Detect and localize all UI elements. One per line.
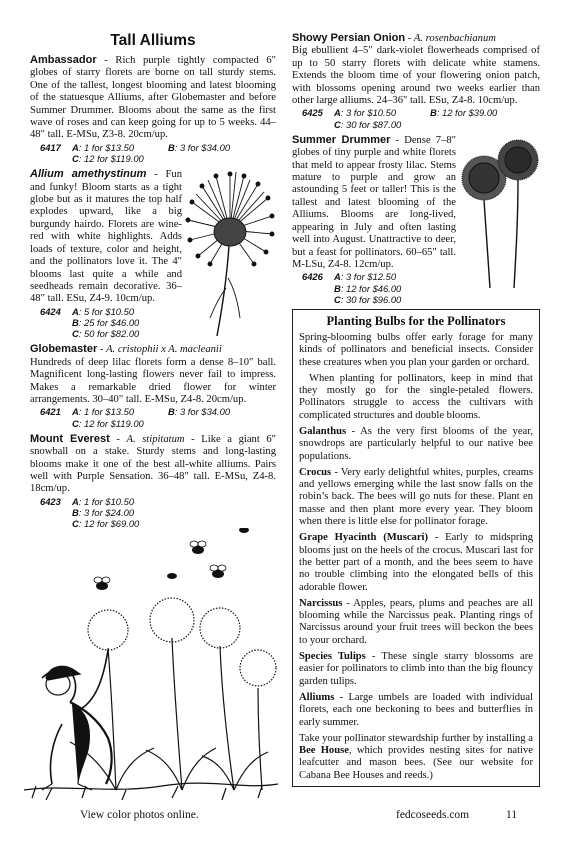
box-intro: Spring-blooming bulbs offer early forage for many kinds of pollinators and beneficial insects. Consider these creatures when you plan your garden or orchard. — [299, 331, 533, 368]
left-column — [30, 30, 276, 533]
box-closing: Take your pollinator stewardship further by installing a Bee House, which provides nesting sites for native leafcutter and mason bees. (See our website for Cabana Bee Houses and reeds.) — [299, 732, 533, 781]
entry-showy-persian-onion: Showy Persian Onion - A. rosenbachianum Big ebullient 4–5" dark-violet flowerheads comprised of up to 50 starry florets with delicate white stamens. Extends the bloom time of your flowering onion patch, with blossoms opening around two weeks earlier than other large alliums. 24–36" tall. ESu, Z4-8. 10cm/up. — [292, 32, 540, 107]
entry-ambassador: Ambassador - Rich purple tightly compacted 6" globes of starry florets are borne on tall sturdy stems. One of the tallest, longest blooming and latest blooming of the statuesque Alliums, after Globemaster and before Summer Drummer. Blooms about the same as the first wave of roses and can keep going for up to 5 weeks. 44–48" tall. E-MSu, Z3-8. 20cm/up. — [30, 54, 276, 141]
entry-description: Like a giant 6" snowball on a stake. Sturdy stems and long-lasting blooms make it one of the best all-white alliums. Pairs well with Purple Sensation. 36–48" tall. E-MSu, Z4-8. 18cm/up. — [30, 433, 276, 495]
entry-description: Dense 7–8" globes of tiny purple and white florets that meld to appear frosty lilac. Stems mature to purple and grow an astounding 5 feet or taller! This is the tallest and latest blooming of the Alliums. Blooms are long-lived, appearing in July and often lasting well into August. Unattractive to deer, but a feast for pollinators. 60–65" tall. M-LSu, Z4-8. 12cm/up. — [292, 134, 456, 270]
item-code: 6421 — [40, 406, 61, 418]
box-item-grape-hyacinth: Grape Hyacinth (Muscari) - Early to midspring blooms just on the heels of the crocus. Muscari last for the better part of a month, and the bees seem to have no trouble climbing into the elongated bells of this adorable flower. — [299, 532, 533, 593]
gardener-bees-illustration — [22, 528, 280, 804]
order-options: 6423 A: 1 for $10.50 B: 3 for $24.00 C: 12 for $69.00 — [40, 495, 140, 530]
section-title: Tall Alliums — [110, 32, 196, 49]
order-options: 6421 A: 1 for $13.50 B: 3 for $34.00 C: 12 for $119.00 — [40, 406, 231, 429]
item-code: 6425 — [302, 107, 323, 119]
entry-name: Mount Everest — [30, 432, 110, 445]
entry-name: Summer Drummer — [292, 133, 391, 146]
order-options: 6426 A: 3 for $12.50 B: 12 for $46.00 C: 30 for $96.00 — [302, 271, 402, 305]
entry-name: Ambassador — [30, 54, 97, 66]
page-number: 11 — [506, 809, 518, 821]
entry-latin: A. stipitatum — [126, 433, 185, 445]
entry-mount-everest: Mount Everest - A. stipitatum - Like a giant 6" snowball on a stake. Sturdy stems and long-lasting blooms make it one of the best all-white alliums. Pairs well with Purple Sensation. 36–48" tall. E-MSu, Z4-8. 18cm/up. — [30, 432, 276, 495]
order-options: 6425 A: 3 for $10.50 B: 12 for $39.00 C: 30 for $87.00 — [302, 107, 498, 130]
footer-photos-note: View color photos online. — [80, 809, 199, 821]
entry-description: Rich purple tightly compacted 6" globes of starry florets are borne on tall sturdy stems. One of the tallest, longest blooming and latest blooming of the statuesque Alliums, after Globemaster and before Summer Drummer. Blooms about the same as the first wave of roses and can keep going for up to 5 weeks. 44–48" tall. E-MSu, Z3-8. 20cm/up. — [30, 55, 276, 141]
entry-latin: A. rosenbachianum — [413, 33, 496, 44]
entry-latin: A. cristophii x A. macleanii — [106, 344, 222, 356]
entry-description: Hundreds of deep lilac florets form a dense 8–10" ball. Magnificent long-lasting flowers never fail to impress. Makes a remarkable dried flower for winter arrangements. 30–40" tall. E-MSu, Z4-8. 20cm/up. — [30, 356, 276, 405]
entry-name: Allium amethystinum — [30, 168, 147, 181]
item-code: 6417 — [40, 141, 61, 153]
box-item-alliums: Alliums - Large umbels are loaded with individual florets, each one beckoning to bees and butterflies in early summer. — [299, 691, 533, 728]
entry-amethystinum-block — [30, 168, 276, 339]
order-options: 6424 A: 5 for $10.50 B: 25 for $46.00 C: 50 for $82.00 — [40, 305, 140, 340]
entry-summer-drummer-block — [292, 134, 540, 305]
allium-amethystinum-illustration — [184, 168, 276, 338]
entry-description: Big ebullient 4–5" dark-violet flowerheads comprised of up to 50 starry florets with delicate white stamens. Extends the bloom time of your flowering onion patch, with blossoms opening around two weeks earlier than other large alliums. 24–36" tall. ESu, Z4-8. 10cm/up. — [292, 45, 540, 107]
box-item-narcissus: Narcissus - Apples, pears, plums and peaches are all blooming while the Narcissus peak. Planting rings of Narcissus around your fruit trees will beckon the bees to your orchard. — [299, 597, 533, 646]
entry-globemaster: Globemaster - A. cristophii x A. macleanii Hundreds of deep lilac florets form a dense 8–10" ball. Magnificent long-lasting flowers never fail to impress. Makes a remarkable dried flower for winter arrangements. 30–40" tall. E-MSu, Z4-8. 20cm/up. — [30, 343, 276, 405]
item-code: 6426 — [302, 271, 323, 283]
item-code: 6423 — [40, 495, 61, 507]
box-item-species-tulips: Species Tulips - These single starry blossoms are easier for pollinators to climb into than the big flouncy garden tulips. — [299, 651, 533, 687]
order-options: 6417 A: 1 for $13.50 B: 3 for $34.00 C: 12 for $119.00 — [40, 141, 231, 165]
box-title: Planting Bulbs for the Pollinators — [326, 313, 506, 328]
right-column — [292, 32, 540, 787]
footer-site[interactable]: fedcoseeds.com — [396, 809, 470, 821]
entry-summer-drummer: Summer Drummer - Dense 7–8" globes of tiny purple and white florets that meld to appear frosty lilac. Stems mature to purple and grow an astounding 5 feet or taller! This is the tallest and latest blooming of the Alliums. Blooms are long-lived, appearing in July and often lasting well into August. Unattractive to deer, but a feast for pollinators. 60–65" tall. M-LSu, Z4-8. 12cm/up. — [292, 133, 456, 270]
entry-description: Fun and funky! Bloom starts as a tight globe but as it matures the top half explodes upward, like a big burgundy hairdo. Florets are wine-red with white highlights. Adds loads of texture, color and height, and the pollinators love it. The 4" blooms last quite a while and seedheads remain decorative. 36–48" tall. ESu, Z4-9. 10cm/up. — [30, 169, 182, 305]
item-code: 6424 — [40, 305, 61, 317]
entry-name: Globemaster — [30, 343, 98, 356]
box-intro-2: When planting for pollinators, keep in mind that they mostly go for the single-petaled flowers. Pollinators struggle to access the cultivars with complicated structures and double blooms. — [299, 372, 533, 421]
entry-allium-amethystinum: Allium amethystinum - Fun and funky! Bloom starts as a tight globe but as it matures the top half explodes upward, like a big burgundy hairdo. Florets are wine-red with white highlights. Adds loads of texture, color and height, and the pollinators love it. The 4" blooms last quite a while and seedheads remain decorative. 36–48" tall. ESu, Z4-9. 10cm/up. — [30, 168, 182, 305]
summer-drummer-illustration — [460, 138, 540, 288]
pollinator-box — [292, 309, 540, 787]
entry-name: Showy Persian Onion — [292, 32, 406, 44]
box-item-galanthus: Galanthus - As the very first blooms of the year, snowdrops are particularly helpful to our native bee populations. — [299, 426, 533, 462]
box-item-crocus: Crocus - Very early delightful whites, purples, creams and yellows emerging while the last snow falls on the robin’s back. The bees will go nuts for these. Plant en masse and then plant more every year. They bloom when there is little else for pollinator forage. — [299, 466, 533, 528]
